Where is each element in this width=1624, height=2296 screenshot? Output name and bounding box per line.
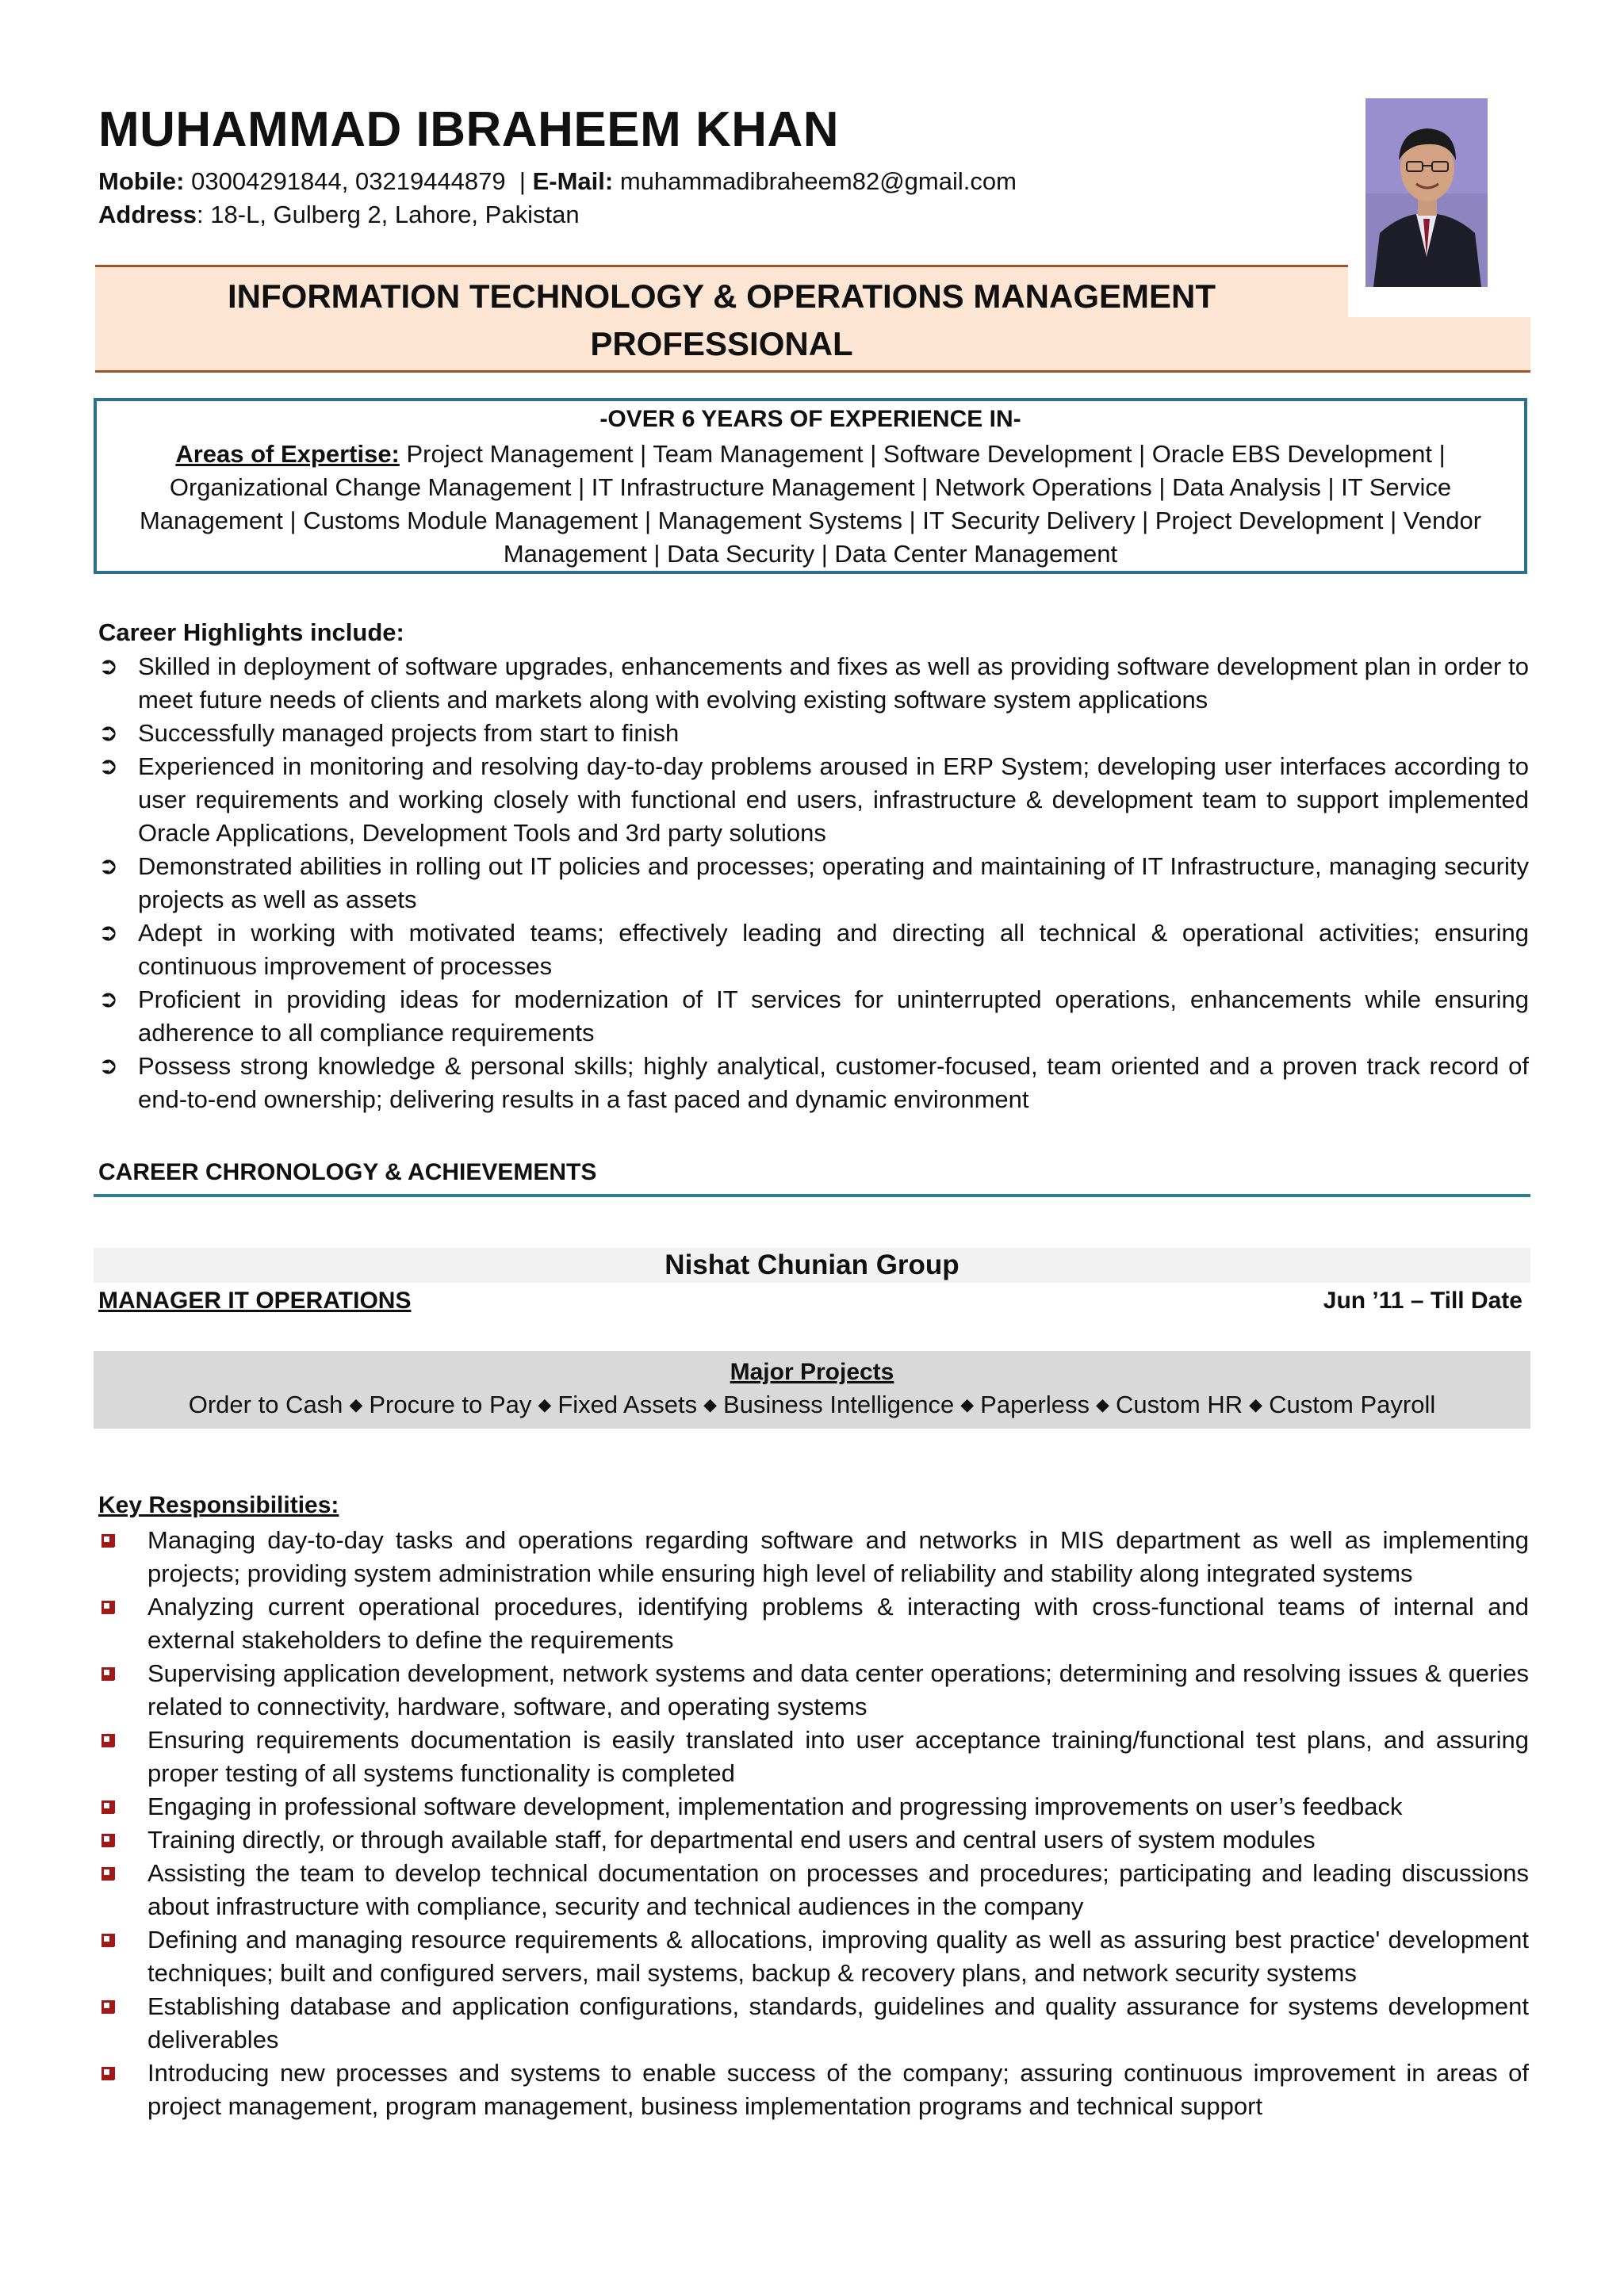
list-item	[98, 1657, 1529, 1724]
project-item: Procure to Pay	[369, 1391, 532, 1418]
list-item	[98, 1823, 1529, 1857]
box-bullet-icon	[102, 2067, 112, 2077]
box-bullet-icon	[102, 1534, 112, 1544]
box-bullet-icon	[102, 1667, 112, 1678]
list-item	[98, 1724, 1529, 1790]
company-name: Nishat Chunian Group	[665, 1249, 959, 1280]
list-item	[98, 850, 1529, 916]
section-divider	[94, 1194, 1530, 1197]
responsibility-text: Training directly, or through available staff, for departmental end users and central users of system modules	[147, 1826, 1316, 1854]
list-item	[98, 1990, 1529, 2057]
email-label: E-Mail:	[532, 167, 614, 195]
arrow-bullet-icon: ➲	[98, 1053, 119, 1079]
box-bullet-icon	[102, 1734, 112, 1744]
box-bullet-icon	[102, 1834, 112, 1844]
areas-label: Areas of Expertise:	[175, 440, 400, 468]
areas-list: Project Management | Team Management | Software Development | Oracle EBS Development | Organizational Change Management | IT Infrastructure Management | Network Operations | Data Analysis | IT Service Management | Customs Module Management | Management Systems | IT Security Delivery | Project Development | Vendor Management | Data Security | Data Center Management	[139, 440, 1482, 568]
arrow-bullet-icon: ➲	[98, 653, 119, 679]
professional-title	[95, 273, 1348, 368]
project-item: Custom HR	[1115, 1391, 1243, 1418]
candidate-name: MUHAMMAD IBRAHEEM KHAN	[98, 102, 840, 157]
list-item	[98, 650, 1529, 717]
title-line-2: PROFESSIONAL	[590, 325, 853, 362]
project-item: Order to Cash	[188, 1391, 343, 1418]
diamond-separator-icon: ◆	[349, 1395, 363, 1414]
job-dates: Jun ’11 – Till Date	[1323, 1288, 1522, 1314]
list-item	[98, 916, 1529, 983]
job-role: MANAGER IT OPERATIONS	[98, 1288, 412, 1314]
major-projects-list	[94, 1391, 1530, 1419]
address-line	[98, 198, 580, 232]
career-highlights-heading: Career Highlights include:	[98, 618, 404, 646]
project-item: Fixed Assets	[557, 1391, 698, 1418]
responsibility-text: Analyzing current operational procedures, identifying problems & interacting with cross-functional teams of internal and external stakeholders to define the requirements	[147, 1593, 1529, 1654]
career-chronology-heading: CAREER CHRONOLOGY & ACHIEVEMENTS	[98, 1159, 597, 1185]
list-item	[98, 1524, 1529, 1590]
diamond-separator-icon: ◆	[1096, 1395, 1109, 1414]
highlight-text: Successfully managed projects from start to finish	[138, 719, 680, 747]
responsibility-text: Introducing new processes and systems to enable success of the company; assuring continuous improvement in areas of project management, program management, business implementation programs and technical support	[147, 2059, 1529, 2120]
contact-line: Mobile: 03004291844, 03219444879 | E-Mail: muhammadibraheem82@gmail.com	[98, 167, 1017, 195]
highlight-text: Adept in working with motivated teams; effectively leading and directing all technical & operational activities; ensuring continuous improvement of processes	[138, 919, 1529, 980]
diamond-separator-icon: ◆	[1249, 1395, 1263, 1414]
responsibility-text: Defining and managing resource requirements & allocations, improving quality as well as assuring best practice' development techniques; built and configured servers, mail systems, backup & recovery plans, and network security systems	[147, 1926, 1529, 1987]
project-item: Custom Payroll	[1269, 1391, 1436, 1418]
major-projects-heading: Major Projects	[730, 1359, 894, 1385]
diamond-separator-icon: ◆	[703, 1395, 717, 1414]
title-line-1: INFORMATION TECHNOLOGY & OPERATIONS MANAGEMENT	[228, 277, 1216, 315]
profile-photo	[1365, 98, 1488, 287]
list-item	[98, 1923, 1529, 1990]
diamond-separator-icon: ◆	[538, 1395, 552, 1414]
list-item	[98, 983, 1529, 1050]
list-item	[98, 750, 1529, 850]
arrow-bullet-icon: ➲	[98, 753, 119, 779]
list-item	[98, 1790, 1529, 1823]
highlight-text: Experienced in monitoring and resolving day-to-day problems aroused in ERP System; developing user interfaces according to user requirements and working closely with functional end users, infrastructure & development team to support implemented Oracle Applications, Development Tools and 3rd party solutions	[138, 752, 1529, 847]
mobile-label: Mobile:	[98, 167, 185, 195]
email-address[interactable]: muhammadibraheem82@gmail.com	[619, 167, 1017, 195]
key-responsibilities-heading: Key Responsibilities:	[98, 1492, 339, 1518]
project-item: Business Intelligence	[723, 1391, 955, 1418]
experience-heading: -OVER 6 YEARS OF EXPERIENCE IN-	[599, 406, 1021, 432]
responsibility-text: Supervising application development, network systems and data center operations; determining and resolving issues & queries related to connectivity, hardware, software, and operating systems	[147, 1659, 1529, 1720]
responsibility-text: Ensuring requirements documentation is easily translated into user acceptance training/functional test plans, and assuring proper testing of all systems functionality is completed	[147, 1726, 1529, 1787]
highlight-text: Demonstrated abilities in rolling out IT policies and processes; operating and maintaining of IT Infrastructure, managing security projects as well as assets	[138, 852, 1529, 913]
arrow-bullet-icon: ➲	[98, 986, 119, 1012]
highlight-text: Proficient in providing ideas for modernization of IT services for uninterrupted operations, enhancements while ensuring adherence to all compliance requirements	[138, 985, 1529, 1047]
arrow-bullet-icon: ➲	[98, 853, 119, 879]
responsibility-text: Assisting the team to develop technical documentation on processes and procedures; participating and leading discussions about infrastructure with compliance, security and technical audiences in the company	[147, 1859, 1529, 1920]
list-item	[98, 1590, 1529, 1657]
responsibility-text: Engaging in professional software development, implementation and progressing improvements on user’s feedback	[147, 1793, 1403, 1820]
project-item: Paperless	[980, 1391, 1090, 1418]
arrow-bullet-icon: ➲	[98, 720, 119, 746]
highlight-text: Skilled in deployment of software upgrades, enhancements and fixes as well as providing software development plan in order to meet future needs of clients and markets along with evolving existing software system applications	[138, 652, 1529, 714]
arrow-bullet-icon: ➲	[98, 920, 119, 946]
key-responsibilities-list	[98, 1524, 1529, 2123]
list-item	[98, 2057, 1529, 2123]
box-bullet-icon	[102, 1800, 112, 1811]
box-bullet-icon	[102, 2000, 112, 2011]
diamond-separator-icon: ◆	[960, 1395, 975, 1414]
list-item	[98, 717, 1529, 750]
box-bullet-icon	[102, 1867, 112, 1877]
list-item	[98, 1050, 1529, 1116]
box-bullet-icon	[102, 1601, 112, 1611]
responsibility-text: Managing day-to-day tasks and operations regarding software and networks in MIS department as well as implementing projects; providing system administration while ensuring high level of reliability and stability along integrated systems	[147, 1526, 1529, 1587]
box-bullet-icon	[102, 1934, 112, 1944]
list-item	[98, 1857, 1529, 1923]
responsibility-text: Establishing database and application configurations, standards, guidelines and quality assurance for systems development deliverables	[147, 1992, 1529, 2053]
mobile-numbers: 03004291844, 03219444879	[191, 167, 506, 195]
highlight-text: Possess strong knowledge & personal skills; highly analytical, customer-focused, team oriented and a proven track record of end-to-end ownership; delivering results in a fast paced and dynamic environment	[138, 1052, 1529, 1113]
address-value: : 18-L, Gulberg 2, Lahore, Pakistan	[197, 201, 580, 228]
areas-of-expertise	[127, 438, 1494, 571]
address-label: Address	[98, 201, 197, 228]
career-highlights-list	[98, 650, 1529, 1116]
